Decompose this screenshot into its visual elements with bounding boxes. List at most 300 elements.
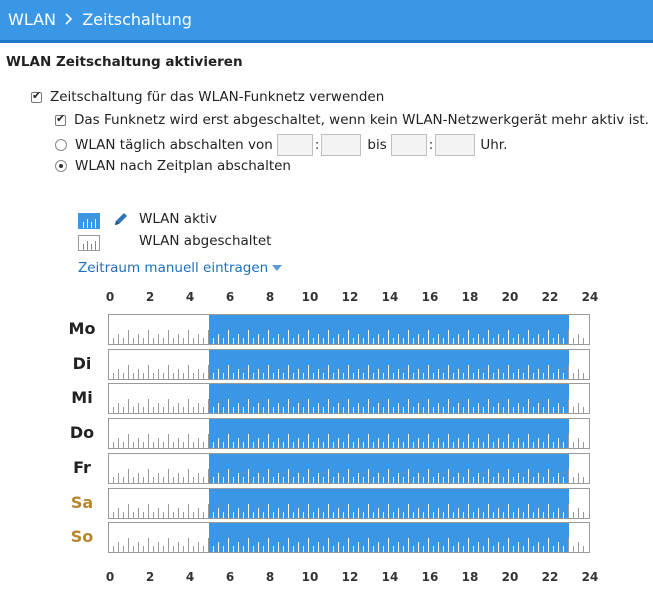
time-tick bbox=[278, 542, 279, 552]
hour-label-top: 16 bbox=[421, 290, 439, 304]
day-label: So bbox=[70, 527, 94, 547]
time-tick bbox=[233, 373, 234, 379]
time-tick bbox=[513, 442, 514, 448]
day-schedule-row[interactable] bbox=[108, 488, 590, 519]
time-tick bbox=[328, 365, 329, 379]
time-tick bbox=[213, 442, 214, 448]
time-tick bbox=[173, 442, 174, 448]
time-tick bbox=[218, 334, 219, 344]
day-label: Sa bbox=[70, 492, 94, 512]
time-tick bbox=[523, 442, 524, 448]
hour-label-bottom: 16 bbox=[421, 570, 439, 584]
time-tick bbox=[553, 546, 554, 552]
daily-to-hour-input[interactable] bbox=[391, 134, 427, 156]
time-tick bbox=[553, 512, 554, 518]
time-tick bbox=[453, 512, 454, 518]
time-tick bbox=[233, 442, 234, 448]
time-tick bbox=[288, 399, 289, 413]
time-tick bbox=[448, 434, 449, 448]
time-tick bbox=[388, 504, 389, 518]
time-tick bbox=[528, 434, 529, 448]
time-tick bbox=[328, 330, 329, 344]
time-tick bbox=[153, 477, 154, 483]
time-tick bbox=[568, 469, 569, 483]
time-tick bbox=[233, 338, 234, 344]
time-tick bbox=[558, 438, 559, 448]
time-tick bbox=[403, 477, 404, 483]
time-tick bbox=[383, 477, 384, 483]
time-tick bbox=[273, 407, 274, 413]
schedule-option[interactable] bbox=[55, 158, 291, 174]
time-tick bbox=[243, 512, 244, 518]
hour-label-top: 24 bbox=[581, 290, 599, 304]
time-tick bbox=[118, 334, 119, 344]
time-tick bbox=[508, 399, 509, 413]
day-schedule-row[interactable] bbox=[108, 383, 590, 414]
daily-option[interactable] bbox=[55, 134, 507, 156]
time-tick bbox=[183, 373, 184, 379]
time-tick bbox=[318, 403, 319, 413]
time-tick bbox=[393, 373, 394, 379]
time-tick bbox=[303, 442, 304, 448]
time-tick bbox=[433, 512, 434, 518]
time-tick bbox=[408, 469, 409, 483]
time-tick bbox=[313, 546, 314, 552]
time-tick bbox=[178, 369, 179, 379]
time-tick bbox=[543, 442, 544, 448]
time-tick bbox=[533, 512, 534, 518]
time-tick bbox=[168, 538, 169, 552]
time-tick bbox=[258, 403, 259, 413]
time-tick bbox=[308, 434, 309, 448]
time-tick bbox=[553, 373, 554, 379]
time-tick bbox=[393, 512, 394, 518]
time-tick bbox=[508, 330, 509, 344]
hour-label-top: 2 bbox=[145, 290, 155, 304]
time-tick bbox=[113, 512, 114, 518]
time-tick bbox=[263, 407, 264, 413]
schedule-radio[interactable] bbox=[55, 160, 67, 172]
time-tick bbox=[308, 399, 309, 413]
time-tick bbox=[133, 442, 134, 448]
time-tick bbox=[443, 442, 444, 448]
time-tick bbox=[578, 438, 579, 448]
breadcrumb-section[interactable]: WLAN bbox=[8, 10, 57, 29]
time-tick bbox=[378, 369, 379, 379]
time-tick bbox=[503, 338, 504, 344]
time-tick bbox=[388, 365, 389, 379]
time-tick bbox=[178, 403, 179, 413]
time-tick bbox=[333, 512, 334, 518]
day-label: Fr bbox=[73, 457, 91, 477]
time-tick bbox=[448, 330, 449, 344]
time-tick bbox=[193, 442, 194, 448]
time-tick bbox=[413, 373, 414, 379]
hour-label-top: 4 bbox=[185, 290, 195, 304]
time-tick bbox=[368, 330, 369, 344]
time-tick bbox=[313, 407, 314, 413]
time-tick bbox=[203, 477, 204, 483]
time-tick bbox=[203, 546, 204, 552]
time-tick bbox=[488, 365, 489, 379]
time-tick bbox=[273, 373, 274, 379]
time-tick bbox=[433, 546, 434, 552]
time-tick bbox=[473, 477, 474, 483]
time-tick bbox=[453, 442, 454, 448]
time-tick bbox=[133, 477, 134, 483]
time-tick bbox=[293, 442, 294, 448]
time-tick bbox=[158, 438, 159, 448]
time-tick bbox=[483, 512, 484, 518]
time-tick bbox=[418, 473, 419, 483]
time-tick bbox=[573, 373, 574, 379]
time-tick bbox=[298, 438, 299, 448]
time-tick bbox=[173, 373, 174, 379]
time-tick bbox=[373, 373, 374, 379]
time-tick bbox=[398, 473, 399, 483]
time-tick bbox=[413, 407, 414, 413]
time-tick bbox=[583, 546, 584, 552]
time-tick bbox=[148, 330, 149, 344]
time-tick bbox=[198, 473, 199, 483]
day-schedule-row[interactable] bbox=[108, 522, 590, 553]
time-tick bbox=[478, 334, 479, 344]
time-tick bbox=[298, 369, 299, 379]
time-tick bbox=[198, 369, 199, 379]
time-tick bbox=[173, 477, 174, 483]
time-tick bbox=[363, 546, 364, 552]
time-tick bbox=[563, 338, 564, 344]
time-tick bbox=[438, 403, 439, 413]
time-tick bbox=[418, 438, 419, 448]
hour-label-bottom: 10 bbox=[301, 570, 319, 584]
time-tick bbox=[513, 373, 514, 379]
wait-inactive-checkbox[interactable] bbox=[55, 115, 66, 126]
time-tick bbox=[113, 442, 114, 448]
time-tick bbox=[323, 512, 324, 518]
time-tick bbox=[333, 373, 334, 379]
time-tick bbox=[323, 373, 324, 379]
time-tick bbox=[223, 373, 224, 379]
time-tick bbox=[288, 469, 289, 483]
time-tick bbox=[518, 542, 519, 552]
day-label: Mi bbox=[71, 388, 93, 408]
time-tick bbox=[123, 407, 124, 413]
daily-from-minute-input[interactable] bbox=[321, 134, 361, 156]
time-tick bbox=[268, 504, 269, 518]
time-tick bbox=[388, 330, 389, 344]
hour-label-bottom: 6 bbox=[225, 570, 235, 584]
time-tick bbox=[523, 546, 524, 552]
time-tick bbox=[413, 546, 414, 552]
time-tick bbox=[338, 473, 339, 483]
time-tick bbox=[248, 434, 249, 448]
wait-inactive-option[interactable] bbox=[55, 112, 649, 128]
daily-to-minute-input[interactable] bbox=[435, 134, 475, 156]
time-tick bbox=[263, 477, 264, 483]
time-tick bbox=[338, 334, 339, 344]
time-tick bbox=[243, 407, 244, 413]
time-tick bbox=[488, 330, 489, 344]
time-tick bbox=[583, 407, 584, 413]
time-tick bbox=[118, 369, 119, 379]
time-tick bbox=[188, 330, 189, 344]
time-tick bbox=[383, 338, 384, 344]
time-tick bbox=[318, 542, 319, 552]
time-tick bbox=[283, 338, 284, 344]
day-schedule-row[interactable] bbox=[108, 349, 590, 380]
daily-radio[interactable] bbox=[55, 139, 67, 151]
time-tick bbox=[328, 399, 329, 413]
daily-label: WLAN täglich abschalten von bbox=[75, 137, 273, 153]
time-tick bbox=[358, 438, 359, 448]
time-tick bbox=[423, 512, 424, 518]
time-tick bbox=[508, 469, 509, 483]
time-tick bbox=[153, 373, 154, 379]
time-tick bbox=[128, 434, 129, 448]
time-tick bbox=[118, 473, 119, 483]
time-tick bbox=[498, 542, 499, 552]
time-tick bbox=[363, 338, 364, 344]
time-tick bbox=[408, 504, 409, 518]
time-tick bbox=[413, 512, 414, 518]
time-tick bbox=[368, 365, 369, 379]
time-tick bbox=[353, 546, 354, 552]
time-tick bbox=[398, 438, 399, 448]
time-tick bbox=[203, 512, 204, 518]
time-tick bbox=[238, 473, 239, 483]
time-tick bbox=[123, 546, 124, 552]
time-tick bbox=[368, 504, 369, 518]
legend-active-swatch[interactable] bbox=[78, 213, 100, 229]
time-tick bbox=[433, 442, 434, 448]
page-title: Zeitschaltung bbox=[82, 10, 192, 29]
hour-label-bottom: 12 bbox=[341, 570, 359, 584]
time-tick bbox=[128, 538, 129, 552]
time-tick bbox=[213, 477, 214, 483]
time-tick bbox=[363, 373, 364, 379]
time-tick bbox=[443, 373, 444, 379]
time-tick bbox=[578, 369, 579, 379]
time-tick bbox=[253, 338, 254, 344]
day-schedule-row[interactable] bbox=[108, 453, 590, 484]
time-tick bbox=[463, 442, 464, 448]
time-tick bbox=[378, 473, 379, 483]
time-tick bbox=[488, 434, 489, 448]
time-tick bbox=[493, 338, 494, 344]
time-tick bbox=[378, 508, 379, 518]
time-tick bbox=[413, 442, 414, 448]
time-tick bbox=[533, 546, 534, 552]
time-tick bbox=[463, 546, 464, 552]
hour-label-bottom: 24 bbox=[581, 570, 599, 584]
time-tick bbox=[293, 407, 294, 413]
time-tick bbox=[353, 338, 354, 344]
time-tick bbox=[423, 407, 424, 413]
time-tick bbox=[533, 338, 534, 344]
time-tick bbox=[278, 438, 279, 448]
time-tick bbox=[433, 477, 434, 483]
daily-from-hour-input[interactable] bbox=[277, 134, 313, 156]
time-tick bbox=[443, 512, 444, 518]
time-tick bbox=[238, 403, 239, 413]
time-tick bbox=[253, 373, 254, 379]
time-tick bbox=[408, 365, 409, 379]
time-tick bbox=[573, 442, 574, 448]
time-tick bbox=[403, 338, 404, 344]
legend-off-swatch[interactable] bbox=[78, 235, 100, 251]
time-tick bbox=[483, 407, 484, 413]
time-tick bbox=[143, 442, 144, 448]
time-tick bbox=[373, 512, 374, 518]
hour-label-bottom: 14 bbox=[381, 570, 399, 584]
time-tick bbox=[378, 438, 379, 448]
time-tick bbox=[208, 330, 209, 344]
time-tick bbox=[443, 477, 444, 483]
time-tick bbox=[333, 407, 334, 413]
time-tick bbox=[223, 546, 224, 552]
time-tick bbox=[293, 477, 294, 483]
time-tick bbox=[343, 442, 344, 448]
time-tick bbox=[288, 434, 289, 448]
time-tick bbox=[398, 403, 399, 413]
time-tick bbox=[568, 504, 569, 518]
time-tick bbox=[323, 546, 324, 552]
time-tick bbox=[438, 542, 439, 552]
manual-entry-link[interactable] bbox=[78, 260, 282, 276]
time-tick bbox=[513, 546, 514, 552]
time-tick bbox=[378, 542, 379, 552]
time-tick bbox=[348, 434, 349, 448]
time-tick bbox=[288, 538, 289, 552]
time-tick bbox=[583, 442, 584, 448]
time-tick bbox=[463, 338, 464, 344]
time-tick bbox=[248, 330, 249, 344]
time-tick bbox=[128, 330, 129, 344]
time-tick bbox=[213, 512, 214, 518]
time-tick bbox=[303, 407, 304, 413]
time-tick bbox=[298, 334, 299, 344]
time-tick bbox=[243, 442, 244, 448]
time-tick bbox=[278, 508, 279, 518]
time-tick bbox=[498, 473, 499, 483]
time-tick bbox=[308, 365, 309, 379]
time-tick bbox=[308, 538, 309, 552]
time-tick bbox=[303, 373, 304, 379]
time-tick bbox=[498, 438, 499, 448]
time-tick bbox=[428, 434, 429, 448]
time-tick bbox=[298, 542, 299, 552]
time-tick bbox=[438, 369, 439, 379]
time-tick bbox=[283, 407, 284, 413]
time-tick bbox=[423, 477, 424, 483]
time-tick bbox=[158, 473, 159, 483]
time-tick bbox=[438, 508, 439, 518]
time-tick bbox=[288, 330, 289, 344]
time-tick bbox=[353, 477, 354, 483]
time-tick bbox=[343, 373, 344, 379]
time-tick bbox=[358, 403, 359, 413]
time-tick bbox=[223, 442, 224, 448]
time-tick bbox=[428, 399, 429, 413]
time-tick bbox=[283, 546, 284, 552]
time-tick bbox=[168, 399, 169, 413]
wait-inactive-label: Das Funknetz wird erst abgeschaltet, wenn kein WLAN-Netzwerkgerät mehr aktiv ist. bbox=[74, 112, 649, 128]
time-tick bbox=[198, 334, 199, 344]
use-timer-checkbox[interactable] bbox=[31, 92, 42, 103]
time-tick bbox=[363, 512, 364, 518]
time-tick bbox=[388, 469, 389, 483]
time-tick bbox=[248, 538, 249, 552]
time-tick bbox=[438, 334, 439, 344]
time-tick bbox=[303, 546, 304, 552]
time-tick bbox=[318, 473, 319, 483]
time-tick bbox=[533, 477, 534, 483]
time-tick bbox=[408, 538, 409, 552]
time-tick bbox=[188, 399, 189, 413]
time-tick bbox=[393, 546, 394, 552]
time-tick bbox=[113, 373, 114, 379]
use-timer-option[interactable] bbox=[31, 89, 384, 105]
time-tick bbox=[388, 538, 389, 552]
time-tick bbox=[208, 434, 209, 448]
time-tick bbox=[178, 542, 179, 552]
time-tick bbox=[583, 338, 584, 344]
time-tick bbox=[183, 407, 184, 413]
time-tick bbox=[503, 512, 504, 518]
time-tick bbox=[128, 399, 129, 413]
time-tick bbox=[318, 369, 319, 379]
time-tick bbox=[318, 438, 319, 448]
time-tick bbox=[293, 338, 294, 344]
time-tick bbox=[373, 442, 374, 448]
time-tick bbox=[138, 438, 139, 448]
time-tick bbox=[568, 330, 569, 344]
time-tick bbox=[158, 403, 159, 413]
time-tick bbox=[233, 407, 234, 413]
hour-label-bottom: 18 bbox=[461, 570, 479, 584]
time-tick bbox=[168, 434, 169, 448]
time-tick bbox=[418, 542, 419, 552]
time-tick bbox=[568, 434, 569, 448]
time-tick bbox=[193, 407, 194, 413]
time-tick bbox=[133, 407, 134, 413]
time-tick bbox=[128, 365, 129, 379]
time-tick bbox=[513, 407, 514, 413]
time-tick bbox=[308, 330, 309, 344]
time-tick bbox=[558, 542, 559, 552]
time-tick bbox=[358, 542, 359, 552]
time-tick bbox=[558, 508, 559, 518]
time-tick bbox=[258, 369, 259, 379]
uhr-label: Uhr. bbox=[480, 137, 508, 153]
time-tick bbox=[403, 546, 404, 552]
time-tick bbox=[468, 434, 469, 448]
time-tick bbox=[203, 373, 204, 379]
day-schedule-row[interactable] bbox=[108, 314, 590, 345]
time-tick bbox=[478, 508, 479, 518]
time-tick bbox=[538, 438, 539, 448]
time-tick bbox=[273, 546, 274, 552]
time-tick bbox=[458, 403, 459, 413]
time-tick bbox=[353, 373, 354, 379]
time-tick bbox=[523, 477, 524, 483]
hour-label-top: 8 bbox=[265, 290, 275, 304]
time-tick bbox=[283, 373, 284, 379]
time-tick bbox=[293, 373, 294, 379]
pencil-icon[interactable] bbox=[112, 210, 130, 232]
day-schedule-row[interactable] bbox=[108, 418, 590, 449]
